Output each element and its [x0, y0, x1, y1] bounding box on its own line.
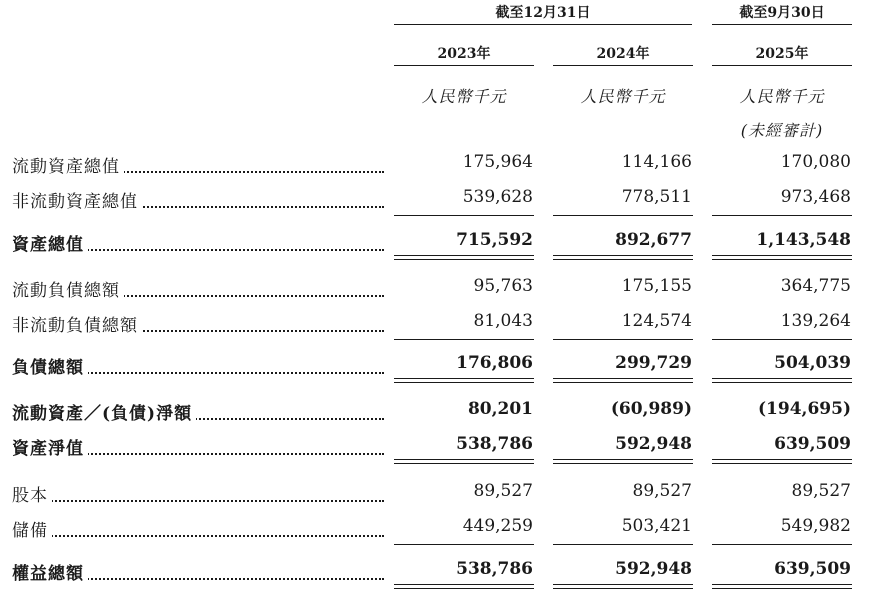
row-label: 權益總額: [12, 559, 384, 584]
row-value-col3: 364,775: [780, 276, 851, 296]
row-value-col3: (194,695): [758, 399, 851, 419]
row-value-col2: 114,166: [621, 152, 692, 172]
row-label: 非流動資產總值: [12, 187, 384, 212]
double-rule-col3: [712, 459, 852, 464]
row-value-col2: 592,948: [615, 559, 692, 579]
row-value-col1: 715,592: [456, 230, 533, 250]
year-header-2023: 2023年: [437, 46, 491, 62]
row-value-col2: 299,729: [615, 353, 692, 373]
row-value-col2: 124,574: [621, 311, 692, 331]
year-rule-2024: [553, 65, 693, 66]
single-rule-col2: [553, 215, 693, 216]
row-value-col1: 538,786: [456, 559, 533, 579]
double-rule-col2: [553, 378, 693, 383]
row-label: 非流動負債總額: [12, 311, 384, 336]
single-rule-col1: [394, 339, 534, 340]
row-label: 流動負債總額: [12, 276, 384, 301]
row-value-col1: 538,786: [456, 434, 533, 454]
row-value-col1: 81,043: [473, 311, 533, 331]
double-rule-col1: [394, 255, 534, 260]
row-value-col2: 89,527: [632, 481, 692, 501]
row-value-col3: 139,264: [780, 311, 851, 331]
year-header-2025: 2025年: [755, 46, 809, 62]
row-label: 儲備: [12, 516, 384, 541]
header-rule-sep30: [712, 24, 852, 25]
single-rule-col3: [712, 339, 852, 340]
single-rule-col3: [712, 544, 852, 545]
row-value-col2: 892,677: [615, 230, 692, 250]
row-value-col2: 503,421: [621, 516, 692, 536]
row-value-col3: 89,527: [791, 481, 851, 501]
row-value-col2: 592,948: [615, 434, 692, 454]
double-rule-col2: [553, 459, 693, 464]
period-header-sep30: 截至9月30日: [739, 5, 825, 21]
row-value-col3: 549,982: [780, 516, 851, 536]
row-value-col1: 449,259: [462, 516, 533, 536]
row-label: 股本: [12, 481, 384, 506]
row-label: 負債總額: [12, 353, 384, 378]
period-header-dec31: 截至12月31日: [495, 5, 591, 21]
single-rule-col1: [394, 544, 534, 545]
row-value-col3: 504,039: [774, 353, 851, 373]
unaudited-label: (未經審計): [740, 121, 824, 140]
double-rule-col1: [394, 584, 534, 589]
single-rule-col2: [553, 339, 693, 340]
single-rule-col1: [394, 215, 534, 216]
unit-label-2024: 人民幣千元: [580, 87, 666, 106]
header-rule-dec31: [394, 24, 692, 25]
row-value-col3: 639,509: [774, 434, 851, 454]
double-rule-col2: [553, 584, 693, 589]
double-rule-col3: [712, 255, 852, 260]
double-rule-col1: [394, 378, 534, 383]
row-value-col3: 973,468: [780, 187, 851, 207]
single-rule-col2: [553, 544, 693, 545]
single-rule-col3: [712, 215, 852, 216]
row-value-col1: 176,806: [456, 353, 533, 373]
row-label: 資產總值: [12, 230, 384, 255]
year-rule-2025: [712, 65, 852, 66]
row-value-col2: 175,155: [621, 276, 692, 296]
row-value-col1: 95,763: [473, 276, 533, 296]
double-rule-col2: [553, 255, 693, 260]
unit-label-2025: 人民幣千元: [739, 87, 825, 106]
row-value-col3: 639,509: [774, 559, 851, 579]
unit-label-2023: 人民幣千元: [421, 87, 507, 106]
row-value-col1: 539,628: [462, 187, 533, 207]
double-rule-col1: [394, 459, 534, 464]
row-label: 流動資產／(負債)淨額: [12, 399, 384, 424]
row-value-col3: 1,143,548: [756, 230, 851, 250]
row-value-col1: 89,527: [473, 481, 533, 501]
row-value-col3: 170,080: [780, 152, 851, 172]
year-rule-2023: [394, 65, 534, 66]
row-label: 流動資產總值: [12, 152, 384, 177]
row-value-col2: 778,511: [621, 187, 692, 207]
row-label: 資產淨值: [12, 434, 384, 459]
row-value-col1: 80,201: [467, 399, 533, 419]
row-value-col1: 175,964: [462, 152, 533, 172]
double-rule-col3: [712, 378, 852, 383]
year-header-2024: 2024年: [596, 46, 650, 62]
double-rule-col3: [712, 584, 852, 589]
row-value-col2: (60,989): [610, 399, 692, 419]
